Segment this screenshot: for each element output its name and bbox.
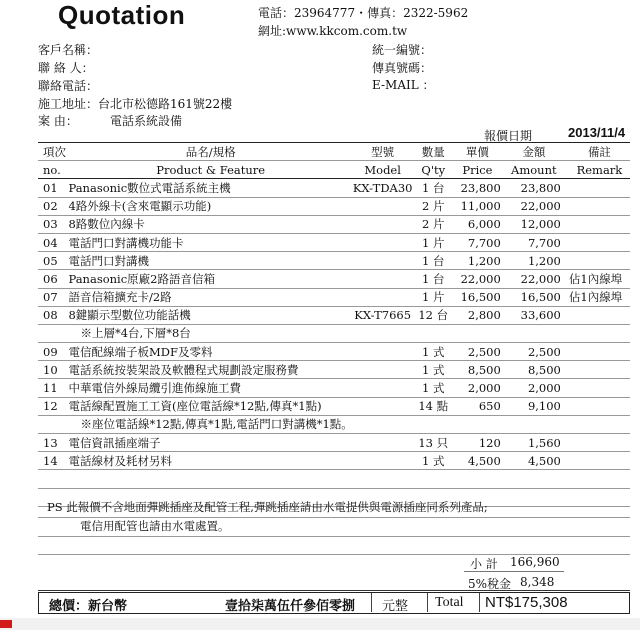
item-amount <box>507 324 567 342</box>
item-model: KX-T7665 <box>353 306 413 324</box>
item-qty: 1 式 <box>413 343 455 361</box>
item-price: 1,200 <box>454 252 507 270</box>
item-amount: 16,500 <box>507 288 567 306</box>
item-name: 電信配線端子板MDF及零料 <box>68 343 352 361</box>
subtotal-label: 小 計 <box>470 557 498 571</box>
contact-tel-fax: 電話：23964777・傳真：2322-5962 <box>258 6 469 20</box>
ps-notes <box>38 499 630 555</box>
item-model <box>353 415 413 433</box>
table-row <box>38 270 630 288</box>
item-no: 13 <box>38 434 68 452</box>
header-row-zh <box>38 143 630 161</box>
header-price-zh: 單價 <box>454 143 507 161</box>
item-model <box>353 470 413 488</box>
subject-label: 案 由： <box>38 114 78 128</box>
item-qty: 1 式 <box>413 452 455 470</box>
item-remark <box>567 397 630 415</box>
item-no <box>38 470 68 488</box>
items-table <box>38 143 630 507</box>
item-amount: 33,600 <box>507 306 567 324</box>
item-remark <box>567 361 630 379</box>
item-price: 6,000 <box>454 215 507 233</box>
table-row <box>38 470 630 488</box>
table-row <box>38 415 630 433</box>
table-row <box>38 252 630 270</box>
table-row <box>38 397 630 415</box>
item-qty: 1 式 <box>413 361 455 379</box>
item-price <box>454 470 507 488</box>
fax-number-label: 傳真號碼： <box>372 61 433 75</box>
item-amount: 4,500 <box>507 452 567 470</box>
contact-person-label: 聯 絡 人： <box>38 61 94 75</box>
item-amount: 22,000 <box>507 270 567 288</box>
tax-id-label: 統一編號： <box>372 43 433 57</box>
item-qty: 1 片 <box>413 233 455 251</box>
item-amount: 1,200 <box>507 252 567 270</box>
item-name: 8鍵顯示型數位功能話機 <box>68 306 352 324</box>
item-no: 11 <box>38 379 68 397</box>
item-amount <box>507 470 567 488</box>
total-amount: NT$175,308 <box>485 594 568 611</box>
item-no: 08 <box>38 306 68 324</box>
header-amount-en: Amount <box>507 161 567 179</box>
item-qty: 2 片 <box>413 197 455 215</box>
item-remark <box>567 252 630 270</box>
item-qty: 1 台 <box>413 179 455 197</box>
item-qty: 1 台 <box>413 252 455 270</box>
item-model <box>353 270 413 288</box>
header-model-en: Model <box>353 161 413 179</box>
item-model <box>353 343 413 361</box>
item-price: 2,500 <box>454 343 507 361</box>
item-remark <box>567 343 630 361</box>
item-price: 8,500 <box>454 361 507 379</box>
item-model <box>353 379 413 397</box>
item-no: 14 <box>38 452 68 470</box>
header-qty-zh: 數量 <box>413 143 455 161</box>
total-divider-1 <box>371 593 372 612</box>
item-price: 650 <box>454 397 507 415</box>
item-model <box>353 397 413 415</box>
header-amount-zh: 金額 <box>507 143 567 161</box>
summary-bottom-line <box>38 590 630 591</box>
item-qty: 2 片 <box>413 215 455 233</box>
item-price: 23,800 <box>454 179 507 197</box>
site-address: 施工地址：台北市松德路161號22樓 <box>38 97 233 111</box>
item-remark <box>567 324 630 342</box>
item-no: 12 <box>38 397 68 415</box>
header-product-en: Product & Feature <box>68 161 352 179</box>
item-name: 電話線材及耗材另料 <box>68 452 352 470</box>
item-no <box>38 415 68 433</box>
item-name: Panasonic數位式電話系統主機 <box>68 179 352 197</box>
table-row <box>38 179 630 197</box>
header-price-en: Price <box>454 161 507 179</box>
item-remark <box>567 306 630 324</box>
table-row <box>38 343 630 361</box>
table-row <box>38 452 630 470</box>
table-row <box>38 233 630 251</box>
item-qty: 1 式 <box>413 379 455 397</box>
item-name <box>68 470 352 488</box>
header-no-zh: 項次 <box>38 143 68 161</box>
item-remark <box>567 415 630 433</box>
ps-line-2: 電信用配管也請由水電處置。 <box>38 518 630 537</box>
item-qty: 14 點 <box>413 397 455 415</box>
grand-total-box <box>38 592 630 614</box>
header-model-zh: 型號 <box>353 143 413 161</box>
item-remark: 佔1內線埠 <box>567 288 630 306</box>
table-row <box>38 324 630 342</box>
item-remark <box>567 470 630 488</box>
item-model <box>353 452 413 470</box>
item-name: 8路數位內線卡 <box>68 215 352 233</box>
item-model <box>353 233 413 251</box>
total-divider-3 <box>479 593 480 612</box>
item-model <box>353 288 413 306</box>
item-name: ※上層*4台,下層*8台 <box>68 324 352 342</box>
item-remark: 佔1內線埠 <box>567 270 630 288</box>
item-amount: 9,100 <box>507 397 567 415</box>
quote-date-label: 報價日期 <box>484 129 533 143</box>
item-amount: 12,000 <box>507 215 567 233</box>
total-unit: 元整 <box>382 599 409 614</box>
contact-phone-label: 聯絡電話： <box>38 79 99 93</box>
item-amount: 7,700 <box>507 233 567 251</box>
item-remark <box>567 434 630 452</box>
item-qty: 13 只 <box>413 434 455 452</box>
item-remark <box>567 379 630 397</box>
item-name: Panasonic原廠2路語音信箱 <box>68 270 352 288</box>
item-name: 4路外線卡(含來電顯示功能) <box>68 197 352 215</box>
item-model <box>353 215 413 233</box>
item-name: 中華電信外線局纜引進佈線施工費 <box>68 379 352 397</box>
total-text-label: Total <box>435 595 464 610</box>
item-price: 2,800 <box>454 306 507 324</box>
item-model <box>353 197 413 215</box>
email-label: E-MAIL ： <box>372 78 435 92</box>
item-model <box>353 324 413 342</box>
item-price <box>454 415 507 433</box>
item-amount <box>507 415 567 433</box>
ps-blank-row <box>38 537 630 556</box>
item-qty <box>413 324 455 342</box>
item-price <box>454 324 507 342</box>
item-remark <box>567 233 630 251</box>
item-amount: 8,500 <box>507 361 567 379</box>
header-remark-en: Remark <box>567 161 630 179</box>
item-price: 22,000 <box>454 270 507 288</box>
header-product-zh: 品名/規格 <box>68 143 352 161</box>
header-row-en <box>38 161 630 179</box>
customer-name-label: 客戶名稱： <box>38 43 99 57</box>
item-amount: 2,000 <box>507 379 567 397</box>
table-row <box>38 306 630 324</box>
item-no: 06 <box>38 270 68 288</box>
ps-line-1: PS 此報價不含地面彈跳插座及配管工程,彈跳插座請由水電提供與電源插座同系列產品; <box>38 499 630 518</box>
item-model <box>353 434 413 452</box>
item-qty: 1 片 <box>413 288 455 306</box>
item-price: 120 <box>454 434 507 452</box>
item-qty: 1 台 <box>413 270 455 288</box>
item-no: 05 <box>38 252 68 270</box>
item-model <box>353 361 413 379</box>
item-no: 03 <box>38 215 68 233</box>
item-no: 09 <box>38 343 68 361</box>
item-no: 07 <box>38 288 68 306</box>
item-name: 電信資訊插座端子 <box>68 434 352 452</box>
item-name: ※座位電話線*12點,傳真*1點,電話門口對講機*1點。 <box>68 415 352 433</box>
item-no: 04 <box>38 233 68 251</box>
table-row <box>38 197 630 215</box>
item-amount: 23,800 <box>507 179 567 197</box>
item-price: 4,500 <box>454 452 507 470</box>
item-amount: 22,000 <box>507 197 567 215</box>
total-in-words: 壹拾柒萬伍仟參佰零捌 <box>225 599 356 614</box>
item-model: KX-TDA30 <box>353 179 413 197</box>
table-row <box>38 361 630 379</box>
item-qty <box>413 415 455 433</box>
item-name: 語音信箱擴充卡/2路 <box>68 288 352 306</box>
item-name: 電話線配置施工工資(座位電話線*12點,傳真*1點) <box>68 397 352 415</box>
item-qty: 12 台 <box>413 306 455 324</box>
item-qty <box>413 470 455 488</box>
header-remark-zh: 備註 <box>567 143 630 161</box>
item-price: 16,500 <box>454 288 507 306</box>
item-amount: 1,560 <box>507 434 567 452</box>
tax-value: 8,348 <box>520 575 555 589</box>
item-no: 10 <box>38 361 68 379</box>
quote-date: 2013/11/4 <box>568 125 626 140</box>
item-no: 01 <box>38 179 68 197</box>
header-qty-en: Q'ty <box>413 161 455 179</box>
item-price: 2,000 <box>454 379 507 397</box>
taskbar-red-marker <box>0 620 12 628</box>
header-no-en: no. <box>38 161 68 179</box>
item-amount: 2,500 <box>507 343 567 361</box>
subtotal-value: 166,960 <box>510 555 560 569</box>
item-remark <box>567 215 630 233</box>
item-price: 11,000 <box>454 197 507 215</box>
total-label: 總價：新台幣 <box>49 599 128 614</box>
contact-website: 網址:www.kkcom.com.tw <box>258 24 408 38</box>
document-title: Quotation <box>58 0 186 30</box>
item-no: 02 <box>38 197 68 215</box>
tax-label: 5%稅金 <box>468 577 512 591</box>
item-no <box>38 324 68 342</box>
subject-value: 電話系統設備 <box>110 114 183 128</box>
bottom-window-strip <box>0 618 640 630</box>
item-price: 7,700 <box>454 233 507 251</box>
item-name: 電話門口對講機功能卡 <box>68 233 352 251</box>
item-remark <box>567 179 630 197</box>
item-model <box>353 252 413 270</box>
table-row <box>38 215 630 233</box>
table-row <box>38 288 630 306</box>
subtotal-line <box>464 571 564 572</box>
item-remark <box>567 452 630 470</box>
item-remark <box>567 197 630 215</box>
item-name: 電話門口對講機 <box>68 252 352 270</box>
table-row <box>38 379 630 397</box>
table-row <box>38 434 630 452</box>
item-name: 電話系統按裝架設及軟體程式規劃設定服務費 <box>68 361 352 379</box>
total-divider-2 <box>427 593 428 612</box>
